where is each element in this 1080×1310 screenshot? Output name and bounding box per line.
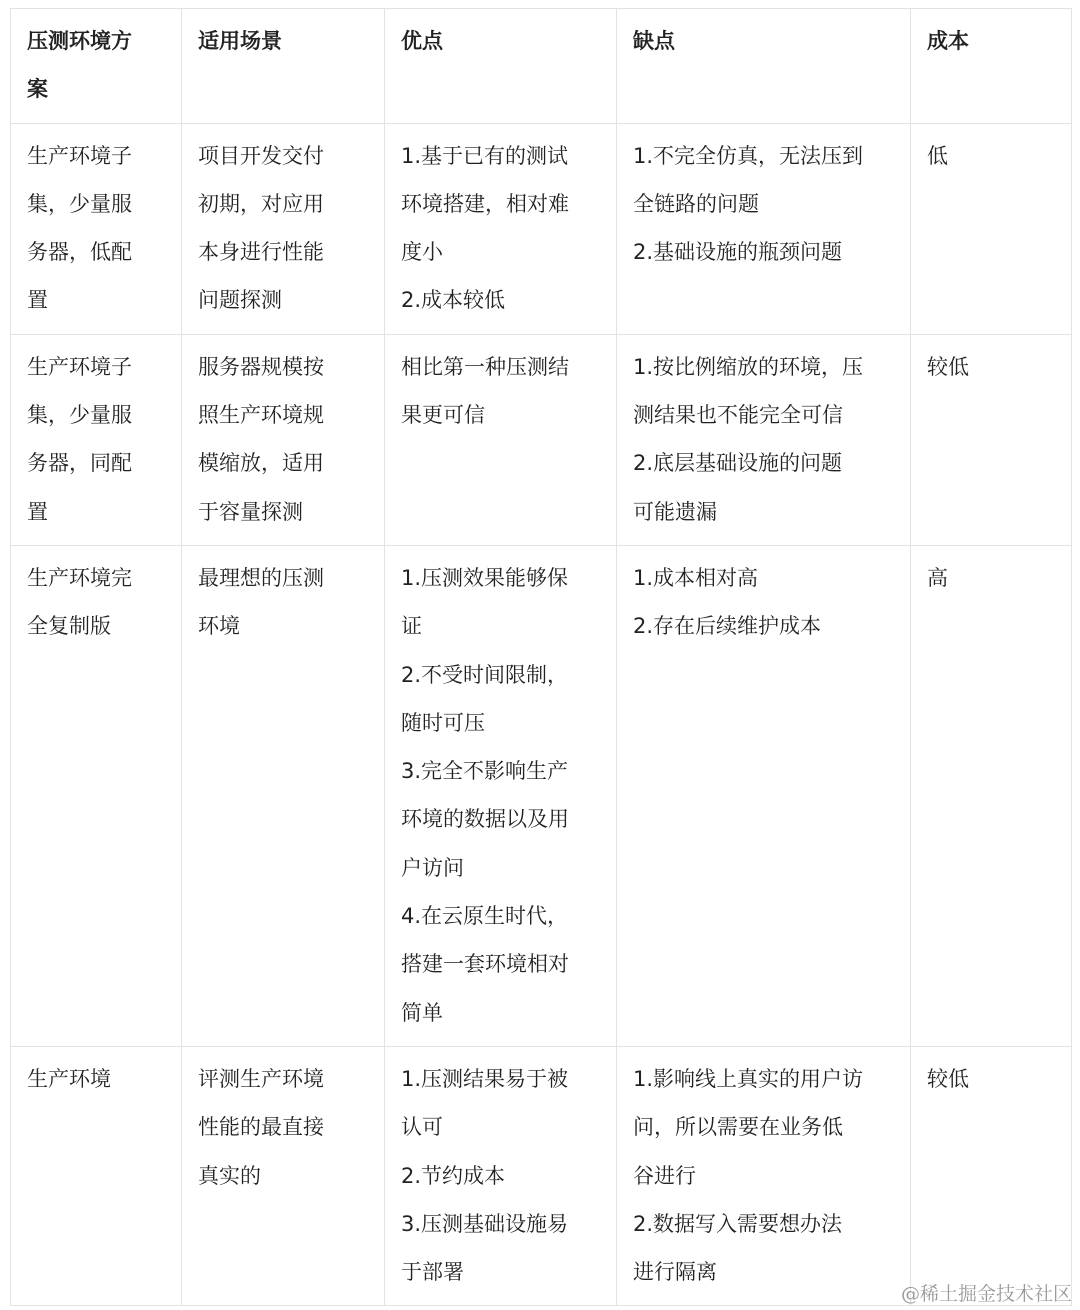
cell-cons: 1.按比例缩放的环境，压 测结果也不能完全可信 2.底层基础设施的问题 可能遗漏 <box>617 334 911 545</box>
comparison-table <box>10 8 1072 1306</box>
table-header-row <box>11 9 1072 124</box>
table-row <box>11 334 1072 545</box>
cell-pros: 1.压测效果能够保 证 2.不受时间限制， 随时可压 3.完全不影响生产 环境的数据以及用 户访问 4.在云原生时代， 搭建一套环境相对 简单 <box>385 545 617 1046</box>
cell-cost: 低 <box>911 123 1072 334</box>
cell-scenario: 服务器规模按 照生产环境规 模缩放，适用 于容量探测 <box>182 334 385 545</box>
cell-pros: 1.压测结果易于被 认可 2.节约成本 3.压测基础设施易 于部署 <box>385 1046 617 1305</box>
cell-scheme: 生产环境子 集，少量服 务器，同配 置 <box>11 334 182 545</box>
cell-scheme: 生产环境完 全复制版 <box>11 545 182 1046</box>
cell-pros: 相比第一种压测结 果更可信 <box>385 334 617 545</box>
table-row <box>11 545 1072 1046</box>
cell-cons: 1.不完全仿真，无法压到 全链路的问题 2.基础设施的瓶颈问题 <box>617 123 911 334</box>
header-cost: 成本 <box>911 9 1072 124</box>
cell-cons: 1.成本相对高 2.存在后续维护成本 <box>617 545 911 1046</box>
header-cons: 缺点 <box>617 9 911 124</box>
table-row <box>11 1046 1072 1305</box>
cell-scenario: 最理想的压测 环境 <box>182 545 385 1046</box>
cell-scenario: 评测生产环境 性能的最直接 真实的 <box>182 1046 385 1305</box>
cell-scenario: 项目开发交付 初期，对应用 本身进行性能 问题探测 <box>182 123 385 334</box>
cell-scheme: 生产环境子 集，少量服 务器，低配 置 <box>11 123 182 334</box>
cell-cost: 高 <box>911 545 1072 1046</box>
cell-pros: 1.基于已有的测试 环境搭建，相对难 度小 2.成本较低 <box>385 123 617 334</box>
header-scheme: 压测环境方 案 <box>11 9 182 124</box>
cell-scheme: 生产环境 <box>11 1046 182 1305</box>
cell-cost: 较低 <box>911 334 1072 545</box>
header-scenario: 适用场景 <box>182 9 385 124</box>
cell-cons: 1.影响线上真实的用户访 问，所以需要在业务低 谷进行 2.数据写入需要想办法 进行隔离 <box>617 1046 911 1305</box>
watermark: @稀土掘金技术社区 <box>900 1283 1072 1305</box>
cell-cost: 较低 <box>911 1046 1072 1305</box>
header-pros: 优点 <box>385 9 617 124</box>
table-row <box>11 123 1072 334</box>
